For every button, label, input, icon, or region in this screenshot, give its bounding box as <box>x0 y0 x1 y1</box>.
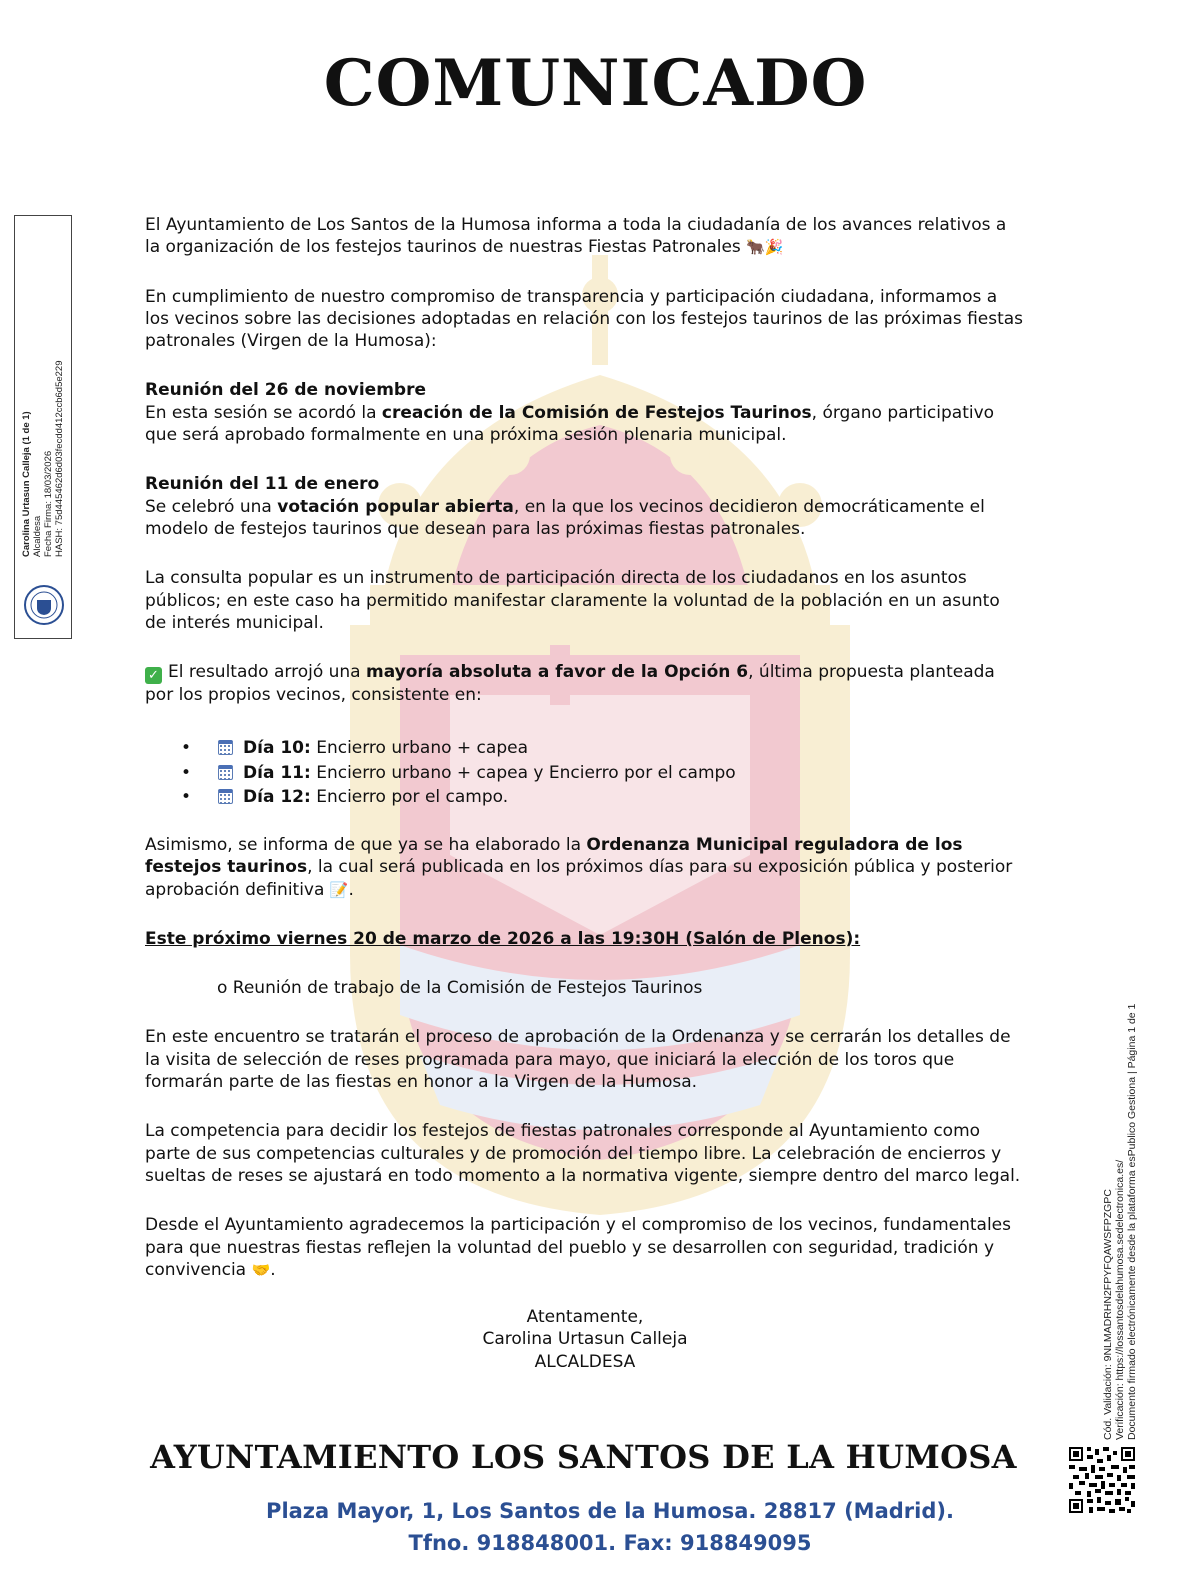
result-paragraph: ✓ El resultado arrojó una mayoría absoluta a favor de la Opción 6, última propuesta planteada por los propios vecinos, consistente en: <box>145 662 995 706</box>
intro-paragraph: El Ayuntamiento de Los Santos de la Humosa informa a toda la ciudadanía de los avances relativos a la organización de los festejos taurinos de nuestras Fiestas Patronales 🐂🎉 <box>145 215 1007 258</box>
verification-url: Verificación: https://lossantosdelahumosa.sedelectronica.es/ <box>1114 1159 1126 1440</box>
stamp-role: Alcaldesa <box>32 515 43 557</box>
ordenanza-paragraph: Asimismo, se informa de que ya se ha elaborado la Ordenanza Municipal reguladora de los festejos taurinos, la cual será publicada en los próximos días para su exposición pública y posterior aprobación definitiva 📝. <box>145 834 1013 900</box>
signature-title: ALCALDESA <box>534 1351 636 1372</box>
footer-address: Plaza Mayor, 1, Los Santos de la Humosa. 28817 (Madrid). <box>266 1499 954 1523</box>
agradecimiento-paragraph: Desde el Ayuntamiento agradecemos la participación y el compromiso de los vecinos, fundamentales para que nuestras fiestas reflejen la voluntad del pueblo y se desarrollen con seguridad, tradición y convivencia 🤝. <box>145 1215 1011 1280</box>
check-mark-icon: ✓ <box>145 667 162 684</box>
meeting-november-section: Reunión del 26 de noviembre En esta sesión se acordó la creación de la Comisión de Festejos Taurinos, órgano participativo que será aprobado formalmente en una próxima sesión plenaria municipal. <box>145 380 995 446</box>
footer-institution-name: AYUNTAMIENTO LOS SANTOS DE LA HUMOSA <box>150 1438 1017 1476</box>
list-item: • Día 11: Encierro urbano + capea y Encierro por el campo <box>145 761 1025 786</box>
next-meeting-item: o Reunión de trabajo de la Comisión de Festejos Taurinos <box>217 978 703 999</box>
days-list <box>145 736 1025 810</box>
encuentro-paragraph: En este encuentro se tratarán el proceso de aprobación de la Ordenanza y se cerrarán los detalles de la visita de selección de reses programada para mayo, que iniciará la elección de los toros que formarán parte de las fiestas en honor a la Virgen de la Humosa. <box>145 1027 1011 1093</box>
document-body <box>145 214 1025 1373</box>
transparency-paragraph: En cumplimiento de nuestro compromiso de transparencia y participación ciudadana, informamos a los vecinos sobre las decisiones adoptadas en relación con los festejos taurinos de las próximas fiestas patronales (Virgen de la Humosa): <box>145 286 1024 352</box>
stamp-date: Fecha Firma: 18/03/2026 <box>43 450 54 557</box>
stamp-hash: HASH: 75d445462d6d03fecdd412ccb6d5e229 <box>54 360 65 557</box>
consulta-paragraph: La consulta popular es un instrumento de participación directa de los ciudadanos en los asuntos públicos; en este caso ha permitido manifestar claramente la voluntad de la población en un asunto de interés municipal. <box>145 568 1000 633</box>
footer-contact <box>0 1495 1191 1559</box>
competencia-paragraph: La competencia para decidir los festejos de fiestas patronales corresponde al Ayuntamiento como parte de sus competencias culturales y de promoción del tiempo libre. La celebración de encierros y sueltas de reses se ajustará en todo momento a la normativa vigente, siempre dentro del marco legal. <box>145 1121 1021 1186</box>
list-item: • Día 12: Encierro por el campo. <box>145 785 1025 810</box>
next-meeting-heading: Este próximo viernes 20 de marzo de 2026 a las 19:30H (Salón de Plenos): <box>145 928 861 949</box>
verification-text <box>1102 1004 1138 1440</box>
calendar-icon <box>218 789 233 804</box>
list-item: • Día 10: Encierro urbano + capea <box>145 736 1025 761</box>
signature-closing: Atentamente, <box>526 1307 644 1328</box>
calendar-icon <box>218 740 233 755</box>
signature-stamp <box>14 215 72 639</box>
footer-phone: Tfno. 918848001. Fax: 918849095 <box>408 1531 812 1555</box>
meeting-january-section: Reunión del 11 de enero Se celebró una votación popular abierta, en la que los vecinos decidieron democráticamente el modelo de festejos taurinos que desean para las próximas fiestas patronales. <box>145 474 985 539</box>
page-title: COMUNICADO <box>323 46 868 121</box>
signature-name: Carolina Urtasun Calleja <box>482 1329 688 1350</box>
meeting-november-title: Reunión del 26 de noviembre <box>145 380 427 401</box>
verification-code: Cód. Validación: 9NLMADRHN2FPYFQAWSFPZGPC <box>1102 1189 1114 1440</box>
stamp-text <box>21 177 65 557</box>
verification-note: Documento firmado electrónicamente desde la plataforma esPublico Gestiona | Página 1 de 1 <box>1126 1003 1138 1440</box>
meeting-january-title: Reunión del 11 de enero <box>145 474 380 495</box>
bull-party-emoji: 🐂🎉 <box>746 238 784 257</box>
stamp-signer: Carolina Urtasun Calleja (1 de 1) <box>21 411 32 557</box>
signature-block <box>145 1306 1025 1373</box>
memo-emoji: 📝 <box>329 880 349 899</box>
calendar-icon <box>218 765 233 780</box>
handshake-emoji: 🤝 <box>251 1260 271 1279</box>
municipal-seal-icon <box>23 584 65 626</box>
